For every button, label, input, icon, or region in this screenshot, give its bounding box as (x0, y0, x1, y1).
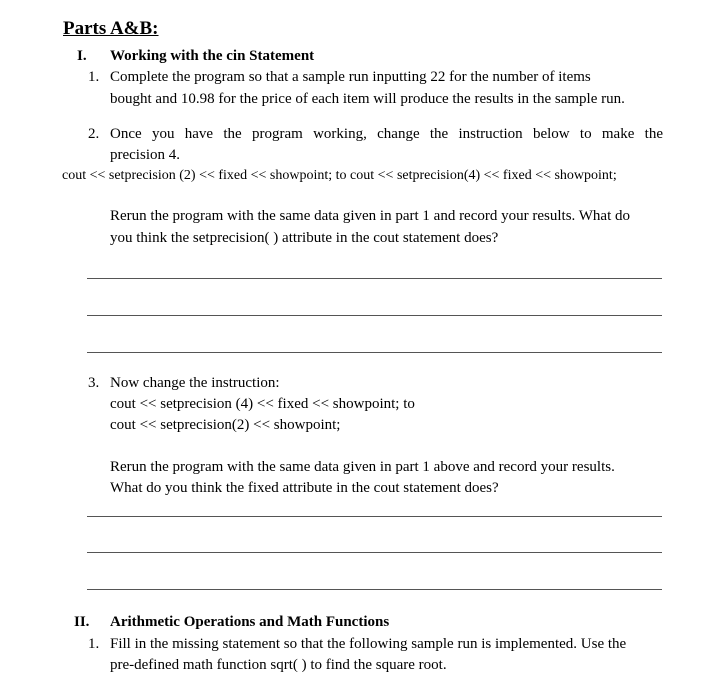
section-2-numeral: II. (74, 614, 90, 630)
answer-line (87, 552, 662, 553)
item-3-code-2: cout << setprecision(2) << showpoint; (110, 417, 341, 433)
section-1-numeral: I. (77, 48, 87, 64)
section-2-item-1-number: 1. (88, 636, 100, 652)
item-1-number: 1. (88, 69, 100, 85)
item-3-code-1: cout << setprecision (4) << fixed << showpoint; to (110, 396, 415, 412)
answer-line (87, 278, 662, 279)
section-2-item-1-line-2: pre-defined math function sqrt( ) to find the square root. (110, 657, 447, 673)
item-2-code: cout << setprecision (2) << fixed << showpoint; to cout << setprecision(4) << fixed << showpoint; (62, 168, 617, 183)
item-2-line-2: precision 4. (110, 147, 180, 163)
item-3-rerun-line-2: What do you think the fixed attribute in the cout statement does? (110, 480, 499, 496)
item-1-line-2: bought and 10.98 for the price of each item will produce the results in the sample run. (110, 91, 625, 107)
item-3-line-1: Now change the instruction: (110, 375, 280, 391)
section-2-heading: Arithmetic Operations and Math Functions (110, 614, 390, 630)
answer-line (87, 589, 662, 590)
item-3-number: 3. (88, 375, 100, 391)
answer-line (87, 315, 662, 316)
item-2-line-1: Once you have the program working, change the instruction below to make the (110, 126, 663, 142)
answer-line (87, 516, 662, 517)
item-2-rerun-line-2: you think the setprecision( ) attribute in the cout statement does? (110, 230, 499, 246)
section-1-heading: Working with the cin Statement (110, 48, 315, 64)
item-1-line-1: Complete the program so that a sample run inputting 22 for the number of items (110, 69, 591, 85)
item-3-rerun-line-1: Rerun the program with the same data given in part 1 above and record your results. (110, 459, 615, 475)
answer-line (87, 352, 662, 353)
item-2-rerun-line-1: Rerun the program with the same data given in part 1 and record your results. What do (110, 208, 630, 224)
item-2-number: 2. (88, 126, 100, 142)
page-title: Parts A&B: (63, 18, 159, 39)
section-2-item-1-line-1: Fill in the missing statement so that the following sample run is implemented. Use the (110, 636, 627, 652)
